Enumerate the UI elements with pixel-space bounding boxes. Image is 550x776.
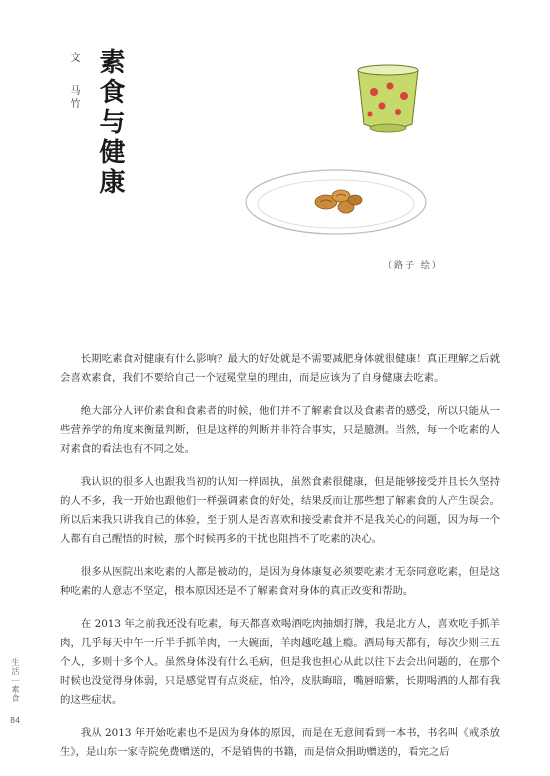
paragraph: 在 2013 年之前我还没有吃素，每天都喜欢喝酒吃肉抽烟打牌，我是北方人，喜欢吃手抓羊肉，几乎每天中午一斤半手抓羊肉，一大碗面，羊肉越吃越上瘾。酒局每天都有，每次少则三五个人，多则十多个人。虽然身体没有什么毛病，但是我也担心从此以往下去会出问题的，在那个时候也没觉得身体弱，只是感觉胃有点炎症，怕冷，皮肤晦暗，嘴唇暗紫，长期喝酒的人都有我的这些症状。: [60, 618, 500, 706]
byline-prefix: 文: [68, 52, 79, 65]
paragraph: 长期吃素食对健康有什么影响？最大的好处就是不需要减肥身体就很健康！真正理解之后就会喜欢素食，我们不要给自己一个冠冕堂皇的理由，而是应该为了自身健康去吃素。: [60, 353, 500, 384]
section-label: 生活｜素食: [11, 658, 20, 703]
article-title: 素食与健康: [95, 48, 125, 198]
tea-cup-illustration: [358, 65, 418, 132]
illustration-caption: （路子 绘）: [383, 261, 443, 271]
page-number: 84: [10, 716, 21, 725]
illustration-tea-and-walnuts: [240, 62, 450, 242]
paragraph: 绝大部分人评价素食和食素者的时候，他们并不了解素食以及食素者的感受，所以只能从一些营养学的角度来衡量判断，但是这样的判断并非符合事实，只是臆测。当然，每一个吃素的人对素食的看法也有不同之处。: [60, 405, 500, 455]
paragraph: 我从 2013 年开始吃素也不是因为身体的原因，而是在无意间看到一本书，书名叫《戒杀放生》，是山东一家寺院免费赠送的，不是销售的书籍，而是信众捐助赠送的，看完之后: [60, 727, 500, 758]
article-body: [60, 350, 500, 776]
author-name: 马竹: [68, 85, 79, 112]
paragraph: 很多从医院出来吃素的人都是被动的，是因为身体康复必须要吃素才无奈同意吃素，但是这种吃素的人意志不坚定，根本原因还是不了解素食对身体的真正改变和帮助。: [60, 566, 500, 597]
byline: [66, 52, 81, 111]
walnuts-illustration: [315, 190, 362, 213]
paragraph: 我认识的很多人也跟我当初的认知一样固执，虽然食素很健康，但是能够接受并且长久坚持的人不多，我一开始也跟他们一样强调素食的好处，结果反而让那些想了解素食的人产生误会。所以后来我只讲我自己的体验，至于别人是否喜欢和接受素食并不是我关心的问题，因为每一个人都有自己醒悟的时候，那个时候再多的干扰也阻挡不了吃素的决心。: [60, 476, 500, 545]
